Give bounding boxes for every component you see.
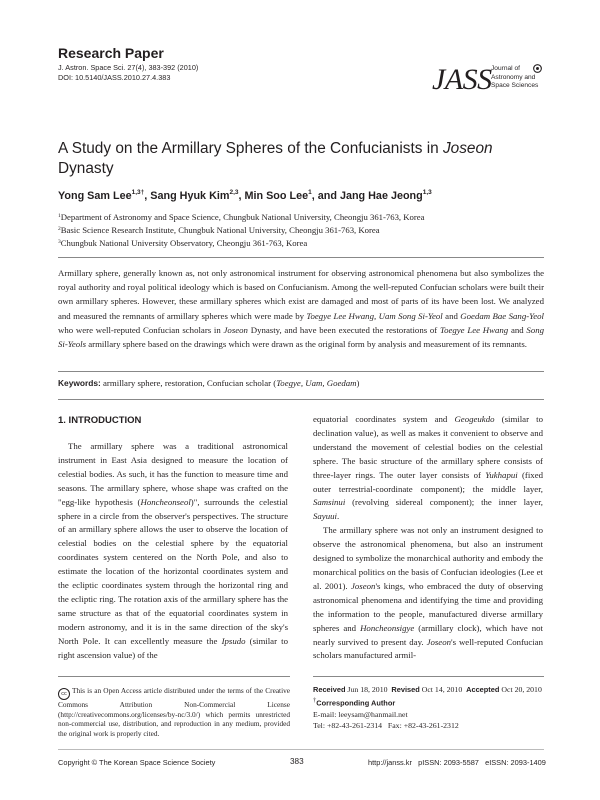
abstract-text: Dynasty, and have been executed the restorations of — [247, 324, 440, 335]
logo-abbrev: JASS — [432, 63, 492, 96]
title-italic: Joseon — [442, 140, 493, 157]
author-sep: , — [144, 190, 151, 202]
dates-line — [313, 684, 549, 695]
body-text: (revolving sidereal component); the inner layer, — [345, 497, 543, 508]
keywords-label: Keywords: — [58, 378, 101, 388]
body-text: 's kings, who embraced the duty of observing astronomical phenomena and identifying the time and providing the information to the people, manufactured diverse armillary spheres and — [313, 580, 543, 633]
journal-url-issn: http://janss.kr pISSN: 2093-5587 eISSN: 2093-1409 — [368, 758, 546, 767]
title-text: A Study on the Armillary Spheres of the Confucianists in — [58, 140, 443, 157]
journal-logo — [432, 62, 552, 102]
body-text: . — [336, 511, 340, 522]
abstract-text: Armillary sphere, generally known as, not only astronomical instrument for observing astronomical phenomena but also symbolizes the royal authority and royal political ideology which is based on Confucianism. Among the well-reputed Confucian scholars were built their own armillary spheres. However, these armillary spheres which exist are damaged and most of parts of its have been lost. We analyzed and measured the remnants of armillary spheres which were made by — [58, 268, 544, 321]
article-history — [313, 684, 549, 731]
received-label: Received — [313, 685, 346, 694]
doi: DOI: 10.5140/JASS.2010.27.4.383 — [58, 73, 171, 82]
revised-date: Oct 14, 2010 — [421, 685, 463, 694]
affiliation-num: 2 — [58, 226, 61, 232]
abstract-text: armillary sphere based on the drawings which were drawn as the original form by analysis and measurement of its remnants. — [86, 339, 527, 350]
dagger-mark: † — [313, 697, 317, 704]
body-italic: Yukhapui — [485, 469, 518, 480]
affiliation — [58, 237, 307, 249]
body-italic: Sayuui — [313, 511, 337, 522]
accepted-label: Accepted — [466, 685, 500, 694]
divider — [58, 749, 544, 750]
abstract-italic: Toegye Lee Hwang — [439, 324, 509, 335]
paper-title — [58, 139, 548, 179]
license-text: This is an Open Access article distributed under the terms of the Creative Commons Attribution Non-Commercial License (http://creativecommons.org/licenses/by-nc/3.0/) which permits unrestricted non-commercial use, distribution, and reproduction in any medium, provided the original work is properly cited. — [58, 686, 290, 738]
license-note — [58, 686, 290, 738]
body-italic: Honcheonseol — [140, 496, 191, 507]
body-text: (armillary clock), which have not nearly survived to present day. — [313, 622, 543, 647]
body-text: (similar to declination value), as well as makes it convenient to observe and understand the movement of celestial bodies on the celestial sphere. The basic structure of the armillary sphere consists of three-layer rings. The outer layer consists of — [313, 414, 543, 480]
article-type: Research Paper — [58, 45, 164, 61]
received-date: Jun 18, 2010 — [347, 685, 388, 694]
abstract-italic: Joseon — [223, 324, 248, 335]
affiliation-num: 1 — [58, 213, 61, 219]
abstract-text: and — [442, 310, 461, 321]
paragraph — [313, 524, 543, 663]
keywords-italic: Toegye, Uam, Goedam — [276, 378, 357, 388]
abstract-text: and — [508, 324, 527, 335]
body-italic: Joseon — [426, 636, 451, 647]
abstract — [58, 266, 544, 351]
body-text: )", surrounds the celestial sphere in a circle from the observer's perspectives. The structure of an armillary sphere allows the user to observe the location of celestial bodies on the celestial sphere by the equatorial coordinates system centered on the North Pole, and also to estimate the location of the horizontal coordinates system and the ecliptic coordinates system through the horizontal ring and the ecliptic ring. The rotation axis of the armillary sphere has the same structure as that of the equatorial coordinates system in modern astronomy, and it is in the same direction of the sky's North Pole. It can excellently measure the — [58, 496, 288, 646]
author-email: E-mail: leeysam@hanmail.net — [313, 709, 408, 719]
divider — [58, 257, 544, 258]
affiliation — [58, 224, 380, 236]
abstract-text: who were well-reputed Confucian scholars in — [58, 324, 224, 335]
page-number: 383 — [290, 757, 304, 766]
body-italic: Ipsudo — [221, 635, 246, 646]
body-column-right — [313, 413, 543, 663]
abstract-italic: Song Si-Yeols — [58, 324, 545, 350]
copyright: Copyright © The Korean Space Science Society — [58, 758, 216, 767]
author-affil-sup: 2,3 — [229, 189, 239, 196]
corresponding-label: Corresponding Author — [316, 698, 396, 708]
body-italic: Joseon — [351, 580, 376, 591]
body-column-left — [58, 440, 288, 663]
affiliation-text: Department of Astronomy and Space Science, Chungbuk National University, Cheongju 361-763, Korea — [60, 212, 425, 222]
author-name: Sang Hyuk Kim — [150, 190, 230, 202]
paragraph — [58, 440, 288, 663]
affiliation-num: 3 — [58, 239, 61, 245]
affiliation — [58, 211, 425, 223]
author-sep: , and — [311, 190, 340, 202]
paragraph — [313, 413, 543, 524]
author-affil-sup: 1,3 — [422, 189, 432, 196]
author-sep: , — [238, 190, 245, 202]
logo-line-2: Astronomy and — [491, 73, 536, 81]
body-text: (fixed outer terrestrial-coordinate component); the middle layer, — [313, 469, 543, 494]
author-name: Yong Sam Lee — [58, 190, 132, 202]
creative-commons-icon: cc — [58, 688, 70, 700]
body-italic: Honcheonsigye — [360, 622, 415, 633]
keywords — [58, 378, 544, 388]
journal-citation: J. Astron. Space Sci. 27(4), 383-392 (2010) — [58, 63, 199, 72]
logo-line-1: Journal of — [491, 65, 520, 72]
divider — [58, 676, 290, 677]
corresponding-author — [313, 695, 549, 709]
affiliation-text: Basic Science Research Institute, Chungbuk National University, Cheongju 361-763, Korea — [60, 225, 380, 235]
title-text-line-2: Dynasty — [58, 160, 114, 177]
body-text: The armillary sphere was not only an instrument designed to observe the astronomical phenomena, but also an instrument designed to symbolize the monarchical authority and embody the monarchical politics on the basis of Confucian ideologies (Lee et al. 2001). — [313, 525, 543, 591]
revised-label: Revised — [391, 685, 420, 694]
section-heading: 1. INTRODUCTION — [58, 415, 142, 426]
keywords-text: armillary sphere, restoration, Confucian scholar ( — [100, 378, 277, 388]
keywords-end: ) — [356, 378, 360, 388]
divider — [313, 676, 544, 677]
body-text: The armillary sphere was a traditional astronomical instrument in East Asia designed to measure the location of celestial bodies. As such, it has the function to measure time and seasons. The armillary sphere, whose shape was crafted on the "egg-like hypothesis ( — [58, 441, 288, 507]
abstract-italic: Goedam Bae Sang-Yeol — [460, 310, 544, 321]
body-italic: Geogeukdo — [454, 414, 495, 424]
body-text: (similar to right ascension value) of the — [58, 635, 288, 660]
author-affil-sup: 1,3† — [131, 189, 145, 196]
accepted-date: Oct 20, 2010 — [501, 685, 542, 694]
divider — [58, 371, 544, 372]
author-name: Min Soo Lee — [244, 190, 309, 202]
logo-line-3: Space Sciences — [491, 82, 539, 90]
author-affil-sup: 1 — [308, 189, 312, 196]
divider — [58, 399, 544, 400]
author-list — [58, 189, 432, 202]
body-italic: Samsinui — [313, 497, 346, 508]
body-text: 's well-reputed Confucian scholars manufactured armil- — [313, 636, 543, 661]
abstract-italic: Toegye Lee Hwang, Uam Song Si-Yeol — [306, 310, 443, 321]
orbit-ring-icon — [532, 63, 543, 74]
affiliation-text: Chungbuk National University Observatory, Cheongju 361-763, Korea — [60, 238, 308, 248]
author-name: Jang Hae Jeong — [339, 190, 423, 202]
author-phone: Tel: +82-43-261-2314 Fax: +82-43-261-2312 — [313, 720, 459, 730]
body-text: equatorial coordinates system and — [313, 414, 455, 424]
